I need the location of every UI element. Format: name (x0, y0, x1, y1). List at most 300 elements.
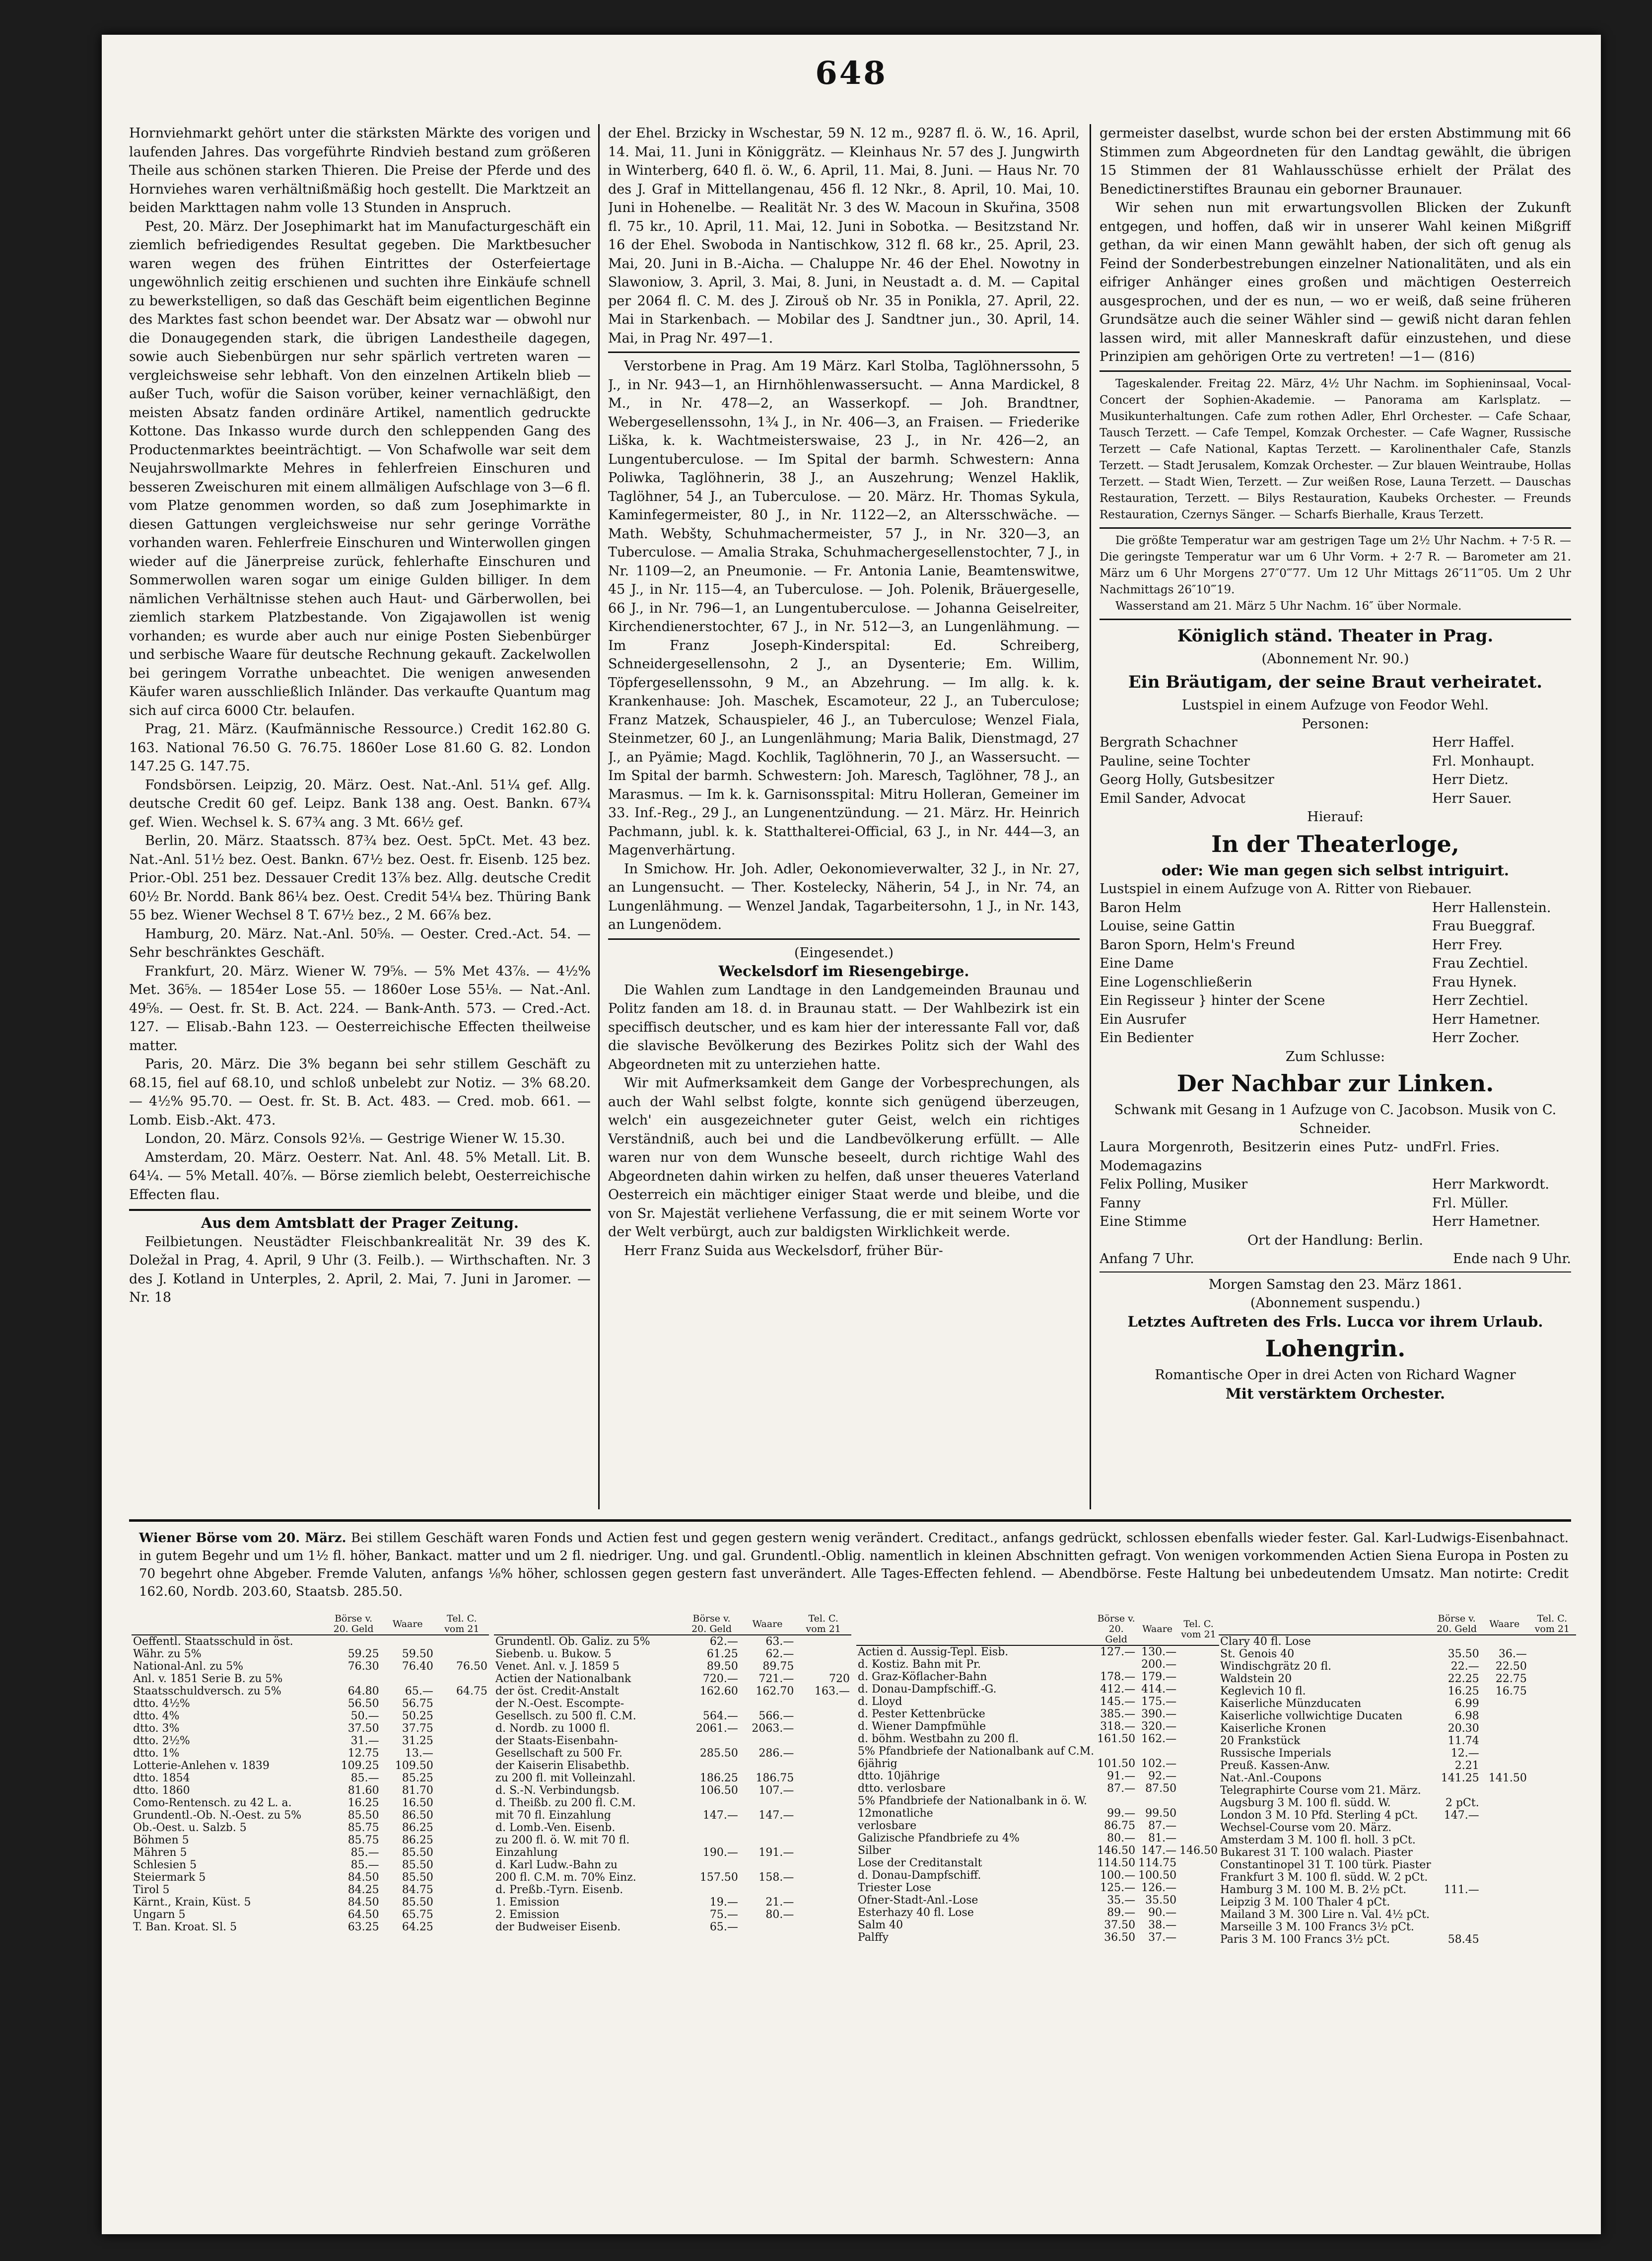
table-row (1219, 1648, 1576, 1660)
quote-value (1178, 1795, 1219, 1807)
security-name: Leipzig 3 M. 100 Thaler 4 pCt. (1220, 1896, 1390, 1908)
wiener-boerse-report (139, 1529, 1569, 1601)
quote-value: 100.— (1100, 1869, 1136, 1882)
cast-row (1100, 1010, 1571, 1029)
quote-value (1528, 1921, 1576, 1933)
ort-der-handlung: Ort der Handlung: Berlin. (1247, 1232, 1423, 1248)
cast-row (1100, 1029, 1571, 1048)
play-2-description: Lustspiel in einem Aufzuge von A. Ritter von Riebauer. (1100, 881, 1472, 897)
actor-name: Herr Markwordt. (1432, 1177, 1549, 1192)
quote-value (684, 1797, 740, 1809)
quote-value (1481, 1809, 1528, 1822)
security-name: Preuß. Kassen-Anw. (1220, 1760, 1330, 1772)
table-row (494, 1859, 851, 1871)
table-row (856, 1671, 1219, 1683)
table-row (856, 1696, 1219, 1708)
security-name: Böhmen 5 (133, 1834, 189, 1846)
security-name: Actien d. Aussig-Tepl. Eisb. (858, 1646, 1009, 1658)
actor-name: Herr Hametner. (1432, 1214, 1540, 1229)
quote-value (1178, 1758, 1219, 1770)
security-name: Oeffentl. Staatsschuld in öst. (133, 1635, 293, 1648)
quote-value (740, 1884, 796, 1896)
quote-value (1481, 1822, 1528, 1834)
quote-value (1433, 1822, 1481, 1834)
quote-value: 2063.— (752, 1722, 794, 1735)
column-header (856, 1614, 1096, 1645)
role-name: Bergrath Schachner (1100, 735, 1238, 750)
quote-value (684, 1735, 740, 1747)
article-paragraph: Berlin, 20. März. Staatssch. 87¾ bez. Oest. 5pCt. Met. 43 bez. Nat.-Anl. 51½ bez. Oest. Bankn. 67½ bez. Oest. fr. Eisenb. 125 bez. Prior.-Obl. 251 bez. Dessauer Credit 13⅞ bez. Allg. deutsche Credit 60½ Br. Nordd. Bank 86¼ bez. Oest. Credit 54¼ bez. Thüring Bank 55 bez. Wiener Wechsel 8 T. 67½ bez., 2 M. 66⅞ bez. (129, 833, 591, 923)
security-name: Windischgrätz 20 fl. (1220, 1660, 1332, 1673)
quote-value: 80.— (1107, 1832, 1136, 1844)
quote-value (1528, 1933, 1576, 1946)
security-name: mit 70 fl. Einzahlung (495, 1809, 611, 1822)
quote-value: 86.25 (402, 1834, 433, 1846)
quote-value (435, 1834, 489, 1846)
table-row (132, 1772, 489, 1784)
quote-value: 81.— (1148, 1832, 1177, 1844)
quote-value (435, 1908, 489, 1921)
quote-value: 99.— (1107, 1807, 1136, 1820)
quote-value: 22.— (1450, 1660, 1479, 1673)
quote-value (1178, 1894, 1219, 1907)
quote-value: 720.— (702, 1673, 738, 1685)
table-row (856, 1745, 1219, 1758)
table-row (132, 1797, 489, 1809)
role-name: Fanny (1100, 1195, 1141, 1211)
quote-value (1178, 1658, 1219, 1671)
security-name: dtto. 4% (133, 1710, 180, 1722)
cast-list-2 (1100, 899, 1571, 1048)
table-row (494, 1921, 851, 1933)
quote-value (381, 1673, 435, 1685)
role-name: Ein Regisseur } hinter der Scene (1100, 993, 1325, 1008)
table-row (494, 1760, 851, 1772)
quote-value: 36.— (1498, 1648, 1527, 1660)
boerse-text: Bei stillem Geschäft waren Fonds und Actien fest und gegen gestern wenig verändert. Creditact., anfangs gedrückt, schlossen ebenfalls wieder fester. Gal. Karl-Ludwigs-Eisenbahnact. in gutem Begehr und um 1½ fl. höher, Bankact. matter und um 2 fl. niedriger. Ung. und gal. Grundentl.-Oblig. namentlich in kleinen Abschnitten gefragt. Von wenigen vorkommenden Actien Siena Europa in Posten zu 70 begehrt ohne Abgeber. Fremde Valuten, anfangs ⅛% höher, schlossen gegen gestern fast unverändert. Alle Tages-Effecten fehlend. — Abendbörse. Feste Haltung bei unbedeutendem Umsatz. Man notirte: Credit 162.60, Nordb. 203.60, Staatsb. 285.50. (139, 1531, 1569, 1599)
quote-value (684, 1760, 740, 1772)
quote-value (1481, 1697, 1528, 1710)
cast-row (1100, 1194, 1571, 1213)
article-paragraph: Amsterdam, 20. März. Oesterr. Nat. Anl. 48. 5% Metall. Lit. B. 64¼. — 5% Metall. 40⅞. — Börse ziemlich belebt, Oesterreichische Effecten flau. (129, 1149, 591, 1202)
ende-text: Ende nach 9 Uhr. (1453, 1251, 1571, 1267)
security-name: dtto. 1% (133, 1747, 180, 1760)
quote-value: 190.— (702, 1846, 738, 1859)
quote-value: 35.— (1107, 1894, 1136, 1907)
quote-value: 566.— (758, 1710, 794, 1722)
quote-value (1528, 1896, 1576, 1908)
security-name: Lotterie-Anlehen v. 1839 (133, 1760, 270, 1772)
table-row (494, 1772, 851, 1784)
quote-value: 84.50 (347, 1871, 379, 1884)
column-header (494, 1614, 684, 1635)
temperatur-text: Die größte Temperatur war am gestrigen Tage um 2½ Uhr Nachm. + 7·5 R. — Die geringste Temperatur war um 6 Uhr Vorm. + 2·7 R. — Barometer am 21. März um 6 Uhr Morgens 27″0‴77. Um 12 Uhr Mittags 26″11‴05. Um 2 Uhr Nachmittags 26″10‴19. (1100, 534, 1571, 596)
role-name: Felix Polling, Musiker (1100, 1177, 1248, 1192)
security-name: Como-Rentensch. zu 42 L. a. (133, 1797, 292, 1809)
quote-value: 35.50 (1145, 1894, 1177, 1907)
quote-value: 85.50 (402, 1846, 433, 1859)
quote-value (1481, 1760, 1528, 1772)
table-row (132, 1896, 489, 1908)
table-row (1219, 1846, 1576, 1859)
quote-value (795, 1735, 851, 1747)
quote-value: 12.75 (347, 1747, 379, 1760)
quote-value: 109.25 (341, 1760, 379, 1772)
eingesendet-label: (Eingesendet.) (794, 945, 894, 961)
role-name: Emil Sander, Advocat (1100, 790, 1245, 806)
quote-value (435, 1896, 489, 1908)
quote-value (1433, 1846, 1481, 1859)
quote-value: 16.25 (1447, 1685, 1479, 1697)
security-name: Paris 3 M. 100 Francs 3½ pCt. (1220, 1933, 1390, 1946)
actor-name: Herr Sauer. (1432, 790, 1512, 806)
table-row (132, 1760, 489, 1772)
table-row (132, 1809, 489, 1822)
feilbietungen-continued: der Ehel. Brzicky in Wschestar, 59 N. 12 m., 9287 fl. ö. W., 16. April, 14. Mai, 11. Juni in Königgrätz. — Kleinhaus Nr. 57 des J. Jungwirth in Winterberg, 640 fl. ö. W., 6. April, 11. Mai, 8. Juni. — Haus Nr. 70 des J. Graf in Mittellangenau, 456 fl. 12 Nkr., 8. April, 10. Mai, 10. Juni in Hohenelbe. — Realität Nr. 3 des W. Macoun in Skuřina, 3508 fl. 75 kr., 10. April, 11. Mai, 12. Juni in Sobotka. — Besitzstand Nr. 16 der Ehel. Swoboda in Nantischkow, 312 fl. 68 kr., 25. April, 23. Mai, 20. Juni in B.-Aicha. — Chaluppe Nr. 46 der Ehel. Nowotny in Slawoniow, 3. April, 3. Mai, 8. Juni, in Neustadt a. d. M. — Capital per 2064 fl. C. M. des J. Zirouš ob Nr. 35 in Ponikla, 27. April, 22. Mai in Starkenbach. — Mobilar des J. Sandtner jun., 30. April, 14. Mai, in Prag Nr. 497—1. (608, 126, 1080, 346)
table-row (1219, 1784, 1576, 1797)
column-header: Tel. C. vom 21 (795, 1614, 851, 1635)
quote-value: 6.98 (1454, 1710, 1479, 1722)
divider (1100, 370, 1571, 372)
column-3 (1100, 124, 1571, 1509)
quote-value (1481, 1834, 1528, 1846)
quote-value (684, 1834, 740, 1846)
quote-value (1528, 1710, 1576, 1722)
quote-value: 76.40 (402, 1660, 433, 1673)
table-row (856, 1807, 1219, 1820)
quote-value (1528, 1660, 1576, 1673)
quote-value: 11.74 (1447, 1735, 1479, 1747)
quote-value: 127.— (1100, 1646, 1136, 1658)
play-3-title: Der Nachbar zur Linken. (1176, 1070, 1494, 1097)
quote-value (1178, 1733, 1219, 1745)
quote-value (1178, 1696, 1219, 1708)
column-header: Waare (1137, 1614, 1178, 1645)
security-name: Augsburg 3 M. 100 fl. südd. W. (1220, 1797, 1391, 1809)
column-header: Waare (740, 1614, 796, 1635)
quote-value: 86.50 (402, 1809, 433, 1822)
article-paragraph: Frankfurt, 20. März. Wiener W. 79⅝. — 5% Met 43⅞. — 4½% Met. 36⅝. — 1854er Lose 55. — 1860er Lose 55⅛. — Nat.-Anl. 49⅝. — Oest. fr. St. B. Act. 224. — Bank-Anth. 573. — Cred.-Act. 127. — Elisab.-Bahn 123. — Oesterreichische Effecten theilweise matter. (129, 963, 591, 1054)
security-name: verlosbare (858, 1820, 917, 1832)
letztes-auftreten: Letztes Auftreten des Frls. Lucca vor ihrem Urlaub. (1127, 1313, 1543, 1330)
quote-value (1433, 1896, 1481, 1908)
security-name: Telegraphirte Course vom 21. März. (1220, 1784, 1421, 1797)
quote-value: 85.— (350, 1772, 379, 1784)
tageskalender-text: Tageskalender. Freitag 22. März, 4½ Uhr Nachm. im Sophieninsaal, Vocal-Concert der Sophien-Akademie. — Panorama am Karlsplatz. — Musikunterhaltungen. Cafe zum rothen Adler, Ehrl Orchester. — Cafe Schaar, Tausch Terzett. — Cafe Tempel, Komzak Orchester. — Cafe Wagner, Russische Terzett — Cafe National, Kaptas Terzett. — Karolinenthaler Cafe, Stanzls Terzett. — Stadt Jerusalem, Komzak Orchester. — Zur blauen Weintraube, Hollas Terzett. — Stadt Wien, Terzett. — Zur weißen Rose, Launa Terzett. — Dauschas Restauration, Terzett. — Bilys Restauration, Kaubeks Orchester. — Freunds Restauration, Czernys Sänger. — Scharfs Bierhalle, Kraus Terzett. (1100, 377, 1571, 521)
quote-value: 81.70 (402, 1784, 433, 1797)
quote-value (327, 1673, 381, 1685)
play-2-subtitle: oder: Wie man gegen sich selbst intriguirt. (1161, 861, 1510, 879)
quote-value (795, 1871, 851, 1884)
quote-value (1178, 1671, 1219, 1683)
table-row (494, 1908, 851, 1921)
security-name: 12monatliche (858, 1807, 933, 1820)
quote-value (435, 1797, 489, 1809)
quote-value: 12.— (1450, 1747, 1479, 1760)
column-header (132, 1614, 327, 1635)
quote-value: 21.— (765, 1896, 794, 1908)
quote-value (740, 1760, 796, 1772)
quote-value: 102.— (1141, 1758, 1177, 1770)
actor-name: Herr Zocher. (1432, 1030, 1519, 1046)
security-name: der öst. Credit-Anstalt (495, 1685, 619, 1697)
quote-value (1178, 1683, 1219, 1696)
quote-value (435, 1822, 489, 1834)
cast-row (1100, 1175, 1571, 1194)
quote-value: 76.50 (456, 1660, 487, 1673)
quote-value (1096, 1658, 1137, 1671)
table-row (1219, 1921, 1576, 1933)
quote-value (740, 1834, 796, 1846)
actor-name: Herr Hallenstein. (1432, 900, 1551, 916)
quote-value (1481, 1859, 1528, 1871)
divider (608, 938, 1080, 940)
table-row (1219, 1635, 1576, 1648)
security-name: Silber (858, 1844, 891, 1857)
quote-value (1528, 1834, 1576, 1846)
quote-value: 85.75 (347, 1822, 379, 1834)
table-row (1219, 1673, 1576, 1685)
quote-value (1481, 1933, 1528, 1946)
table-row (856, 1720, 1219, 1733)
quote-value (1528, 1747, 1576, 1760)
quote-value: 59.50 (402, 1648, 433, 1660)
quote-value: 99.50 (1145, 1807, 1177, 1820)
quote-value: 191.— (758, 1846, 794, 1859)
table-row (856, 1844, 1219, 1857)
quote-value: 85.— (350, 1846, 379, 1859)
security-name: 2. Emission (495, 1908, 559, 1921)
quote-value: 147.— (1141, 1844, 1177, 1857)
table-header-row (132, 1614, 489, 1635)
quote-value (1528, 1859, 1576, 1871)
quote-value (1481, 1797, 1528, 1809)
table-row (1219, 1908, 1576, 1921)
quote-value (1528, 1760, 1576, 1772)
quote-value (795, 1797, 851, 1809)
article-paragraph: Pest, 20. März. Der Josephimarkt hat im Manufacturgeschäft ein ziemlich befriedigendes Resultat gegeben. Die Marktbesucher waren wegen des frühen Eintrittes der Osterfeiertage ungewöhnlich zeitig erschienen und suchten ihre Einkäufe schnell zu bewerkstelligen, so daß das Geschäft beim eigentlichen Beginne des Marktes fast schon beendet war. Der Absatz war — obwohl nur die Donaugegenden stark, die übrigen Landestheile dagegen, sowie auch Siebenbürgen nur sehr spärlich vertreten waren — vergleichsweise sehr lebhaft. Von den einzelnen Artikeln blieb — außer Tuch, wofür die Saison vorüber, keiner vernachläßigt, den meisten Absatz fanden ordinäre Artikel, namentlich gedruckte Kottone. Das Inkasso wurde durch den schleppenden Gang des Productenmarktes beeinträchtigt. — Von Schafwolle war seit dem Neujahrswollmarkte Mehres in fehlerfreien Einschuren und besseren Zweischuren mit einem allmäligen Aufschlage von 3—6 fl. vom Platze genommen worden, so daß zum Josephimarkte in diesen Gattungen vergleichsweise nur sehr geringe Vorräthe vorhanden waren. Fehlerfreie Einschuren und Winterwollen gingen wieder auf die Jänerpreise zurück, fehlerhafte Einschuren und Sommerwollen waren sogar um einige Gulden billiger. In dem nämlichen Verhältnisse stehen auch Haut- und Gärberwollen, bei ziemlich starkem Platzbestande. Von Zigajawollen ist wenig vorhanden; es wurde aber auch nur einige Posten Siebenbürger und serbische Waare für deutsche Rechnung gekauft. Zackelwollen bei geringem Vorrathe unbeachtet. Die wenigen anwesenden Käufer waren ausschließlich Inländer. Das verkaufte Quantum mag sich auf circa 6000 Ctr. belaufen. (129, 218, 591, 718)
quote-value: 63.— (765, 1635, 794, 1648)
quote-value (1528, 1884, 1576, 1896)
security-name: Marseille 3 M. 100 Francs 3½ pCt. (1220, 1921, 1414, 1933)
quote-value: 16.50 (402, 1797, 433, 1809)
quote-value (684, 1884, 740, 1896)
quote-value (795, 1809, 851, 1822)
quote-value (1178, 1857, 1219, 1869)
verstorbene-text: Verstorbene in Prag. Am 19 März. Karl Stolba, Taglöhnerssohn, 5 J., in Nr. 943—1, an Hirnhöhlenwassersucht. — Anna Mardickel, 8 M., in Nr. 478—2, an Wasserkopf. — Joh. Brandtner, Webergesellenssohn, 1¾ J., in Nr. 406—3, an Fraisen. — Friederike Liška, k. k. Wachtmeisterswaise, 23 J., in Nr. 426—2, an Lungentuberculose. — Im Spital der barmh. Schwestern: Anna Poliwka, Taglöhnerin, 38 J., an Auszehrung; Wenzel Haklik, Taglöhner, 54 J., an Tuberculose. — 20. März. Hr. Thomas Sykula, Kaminfegermeister, 80 J., in Nr. 1122—2, an Altersschwäche. — Math. Webšty, Schuhmachermeister, 57 J., in Nr. 320—3, an Tuberculose. — Amalia Straka, Schuhmachergesellenstochter, 7 J., in Nr. 1109—2, an Pneumonie. — Fr. Antonia Lanie, Beamtenswitwe, 45 J., in Nr. 115—4, an Tuberculose. — Joh. Polenik, Bräuergeselle, 66 J., in Nr. 796—1, an Lungentuberculose. — Johanna Geiselreiter, Kirchendienerstochter, 67 J., in Nr. 512—3, an Lungenlähmung. — Im Franz Joseph-Kinderspital: Ed. Schreiberg, Schneidergesellensohn, 2 J., an Dysenterie; Em. Willim, Töpfergesellenssohn, 9 M., an Abzehrung. — Im allg. k. k. Krankenhause: Joh. Maschek, Escamoteur, 22 J., an Tuberculose; Franz Matzek, Schauspieler, 46 J., an Tuberculose; Wenzel Fiala, Steinmetzer, 60 J., an Lungenlähmung; Maria Balik, Dienstmagd, 27 J., an Pyämie; Magd. Kochlik, Taglöhnerin, 70 J., an Wassersucht. — Im Spital der barmh. Schwestern: Joh. Maresch, Taglöhner, 78 J., an Marasmus. — Im k. k. Garnisonsspital: Mitru Holleran, Gemeiner im 33. Inf.-Reg., 29 J., an Lungenentzündung. — 21. März. Hr. Heinrich Pachmann, jubl. k. k. Statthalterei-Official, 63 J., in Nr. 444—3, an Magenverhärtung. (608, 358, 1080, 858)
security-name: Siebenb. u. Bukow. 5 (495, 1648, 612, 1660)
quote-value (435, 1697, 489, 1710)
table-row (1219, 1697, 1576, 1710)
actor-name: Herr Hametner. (1432, 1011, 1540, 1027)
table-row (1219, 1822, 1576, 1834)
role-name: Eine Stimme (1100, 1214, 1187, 1229)
quote-value: 179.— (1141, 1671, 1177, 1683)
quote-value: 85.50 (402, 1859, 433, 1871)
table-row (1219, 1834, 1576, 1846)
article-paragraph: Hornviehmarkt gehört unter die stärksten Märkte des vorigen und laufenden Jahres. Das vorgeführte Rindvieh bestand zum größeren Theile aus schönen starken Thieren. Die Preise der Pferde und des Hornviehes waren verhältnißmäßig hoch gestellt. Die Marktzeit an beiden Markttagen nahm volle 13 Stunden in Anspruch. (129, 126, 591, 215)
quote-value (795, 1697, 851, 1710)
security-name: 1. Emission (495, 1896, 559, 1908)
quote-value: 125.— (1100, 1882, 1136, 1894)
quote-value: 6.99 (1454, 1697, 1479, 1710)
quote-value: 38.— (1148, 1919, 1177, 1931)
quote-value (1433, 1921, 1481, 1933)
quote-value: 285.50 (699, 1747, 738, 1760)
quote-value (1481, 1846, 1528, 1859)
table-row (1219, 1896, 1576, 1908)
wasserstand-text: Wasserstand am 21. März 5 Uhr Nachm. 16″ über Normale. (1115, 599, 1462, 613)
quote-value (435, 1859, 489, 1871)
column-2 (608, 124, 1080, 1509)
quote-value (1433, 1834, 1481, 1846)
cast-row (1100, 789, 1571, 808)
actor-name: Frau Bueggraf. (1432, 919, 1536, 934)
security-name: 20 Frankstück (1220, 1735, 1301, 1747)
table-header-row (1219, 1614, 1576, 1635)
amtsblatt-title: Aus dem Amtsblatt der Prager Zeitung. (201, 1214, 519, 1231)
security-name: Kaiserliche Münzducaten (1220, 1697, 1362, 1710)
security-name: Gesellsch. zu 500 fl. C.M. (495, 1710, 636, 1722)
security-name: d. S.-N. Verbindungsb. (495, 1784, 620, 1797)
quote-value (435, 1760, 489, 1772)
cast-list-3 (1100, 1138, 1571, 1231)
quote-value (795, 1921, 851, 1933)
eingesendet-closing: Wir sehen nun mit erwartungsvollen Blicken der Zukunft entgegen, und hoffen, daß wir in unserer Wahl keinen Mißgriff gethan, da wir einen Mann gewählt haben, der sich oft genug als Feind der Sonderbestrebungen einzelner Nationalitäten, und als ein eifriger Anhänger eines großen und mächtigen Oesterreich ausgesprochen, und der es nun, — wo er weiß, daß seine früheren Grundsätze auch die seiner Wähler sind — gewiß nicht daran fehlen lassen wird, mit aller Manneskraft dafür einzustehen, und diese Prinzipien am gehörigen Orte zu vertreten! —1— (816) (1100, 200, 1571, 364)
quote-value: 92.— (1148, 1770, 1177, 1782)
security-name: dtto. 10jährige (858, 1770, 940, 1782)
quote-value: 163.— (815, 1685, 850, 1697)
actor-name: Frl. Müller. (1432, 1195, 1509, 1211)
security-name: dtto. 1854 (133, 1772, 190, 1784)
table-row (856, 1758, 1219, 1770)
quote-value (435, 1673, 489, 1685)
quote-value: 22.50 (1495, 1660, 1527, 1673)
cast-row (1100, 733, 1571, 752)
quote-value: 141.25 (1441, 1772, 1479, 1784)
security-name: d. Preßb.-Tyrn. Eisenb. (495, 1884, 623, 1896)
quote-value: 37.50 (347, 1722, 379, 1735)
quote-value: 91.— (1107, 1770, 1136, 1782)
table-row (132, 1735, 489, 1747)
zum-schlusse-label: Zum Schlusse: (1285, 1049, 1385, 1064)
cast-row (1100, 899, 1571, 918)
cast-list-1 (1100, 733, 1571, 808)
quote-value (740, 1735, 796, 1747)
table-row (856, 1795, 1219, 1807)
table-row (1219, 1722, 1576, 1735)
quote-value (740, 1797, 796, 1809)
quote-value: 114.50 (1097, 1857, 1136, 1869)
security-name: Ob.-Oest. u. Salzb. 5 (133, 1822, 247, 1834)
quote-value: 147.— (758, 1809, 794, 1822)
quote-value: 19.— (709, 1896, 738, 1908)
security-name: d. Kostiz. Bahn mit Pr. (858, 1658, 981, 1671)
table-row (856, 1907, 1219, 1919)
quote-value: 101.50 (1097, 1758, 1136, 1770)
role-name: Baron Helm (1100, 900, 1181, 916)
actor-name: Frl. Monhaupt. (1432, 753, 1535, 769)
quote-value: 146.50 (1179, 1844, 1218, 1857)
quote-value: 86.75 (1104, 1820, 1136, 1832)
table-row (494, 1635, 851, 1648)
quote-value (1528, 1772, 1576, 1784)
quote-value (795, 1710, 851, 1722)
security-name: Salm 40 (858, 1919, 903, 1931)
quote-value: 721.— (758, 1673, 794, 1685)
quote-value (435, 1722, 489, 1735)
security-name: Keglevich 10 fl. (1220, 1685, 1306, 1697)
table-row (132, 1660, 489, 1673)
quote-value: 80.— (765, 1908, 794, 1921)
security-name: dtto. 1860 (133, 1784, 190, 1797)
quote-value: 16.25 (347, 1797, 379, 1809)
actor-name: Herr Dietz. (1432, 772, 1509, 787)
column-rule (1090, 124, 1091, 1509)
quote-value: 58.45 (1447, 1933, 1479, 1946)
security-name: 5% Pfandbriefe der Nationalbank auf C.M. (858, 1745, 1095, 1758)
security-name: Steiermark 5 (133, 1871, 206, 1884)
table-row (494, 1822, 851, 1834)
quote-value (1433, 1635, 1481, 1648)
table-header-row (494, 1614, 851, 1635)
quote-value (1528, 1735, 1576, 1747)
oper-description: Romantische Oper in drei Acten von Richard Wagner (1155, 1367, 1516, 1383)
cast-row (1100, 1212, 1571, 1231)
table-row (132, 1846, 489, 1859)
quote-value: 62.— (709, 1635, 738, 1648)
quote-value (795, 1660, 851, 1673)
divider (129, 1209, 591, 1211)
actor-name: Frau Zechtiel. (1432, 956, 1528, 971)
quote-value: 85.— (350, 1859, 379, 1871)
quote-value (795, 1784, 851, 1797)
security-name: der Budweiser Eisenb. (495, 1921, 621, 1933)
quote-value (1528, 1846, 1576, 1859)
quote-value: 64.80 (347, 1685, 379, 1697)
table-row (132, 1908, 489, 1921)
cast-row (1100, 991, 1571, 1010)
cast-row (1100, 973, 1571, 992)
quote-value: 84.50 (347, 1896, 379, 1908)
play-3-subtitle: Schwank mit Gesang in 1 Aufzuge von C. Jacobson. Musik von C. Schneider. (1114, 1102, 1557, 1136)
role-name: Eine Logenschließerin (1100, 974, 1252, 990)
quote-value: 37.50 (1104, 1919, 1136, 1931)
quote-value (684, 1859, 740, 1871)
quote-value: 145.— (1100, 1696, 1136, 1708)
time-row (1100, 1250, 1571, 1269)
quote-value (1137, 1745, 1178, 1758)
quote-value: 200.— (1141, 1658, 1177, 1671)
anfang-text: Anfang 7 Uhr. (1100, 1251, 1194, 1267)
quote-value: 76.30 (347, 1660, 379, 1673)
security-name: d. böhm. Westbahn zu 200 fl. (858, 1733, 1019, 1745)
security-name: Constantinopel 31 T. 100 türk. Piaster (1220, 1859, 1431, 1871)
table-row (132, 1635, 489, 1648)
security-name: Galizische Pfandbriefe zu 4% (858, 1832, 1020, 1844)
column-header: Waare (1481, 1614, 1528, 1635)
quote-value: 85.25 (402, 1772, 433, 1784)
security-name: der Staats-Eisenbahn- (495, 1735, 618, 1747)
security-name: Venet. Anl. v. J. 1859 5 (495, 1660, 620, 1673)
quote-value: 111.— (1444, 1884, 1479, 1896)
quote-value (1528, 1648, 1576, 1660)
table-row (1219, 1933, 1576, 1946)
table-row (856, 1882, 1219, 1894)
smichow-text: In Smichow. Hr. Joh. Adler, Oekonomieverwalter, 32 J., in Nr. 27, an Lungensucht. — Ther. Kostelecky, Näherin, 54 J., in Nr. 74, an Lungenlähmung. — Wenzel Jandak, Tagarbeitersohn, 1 J., in Nr. 143, an Lungenödem. (608, 861, 1080, 932)
quote-value: 50.25 (402, 1710, 433, 1722)
security-name: Palffy (858, 1931, 889, 1944)
